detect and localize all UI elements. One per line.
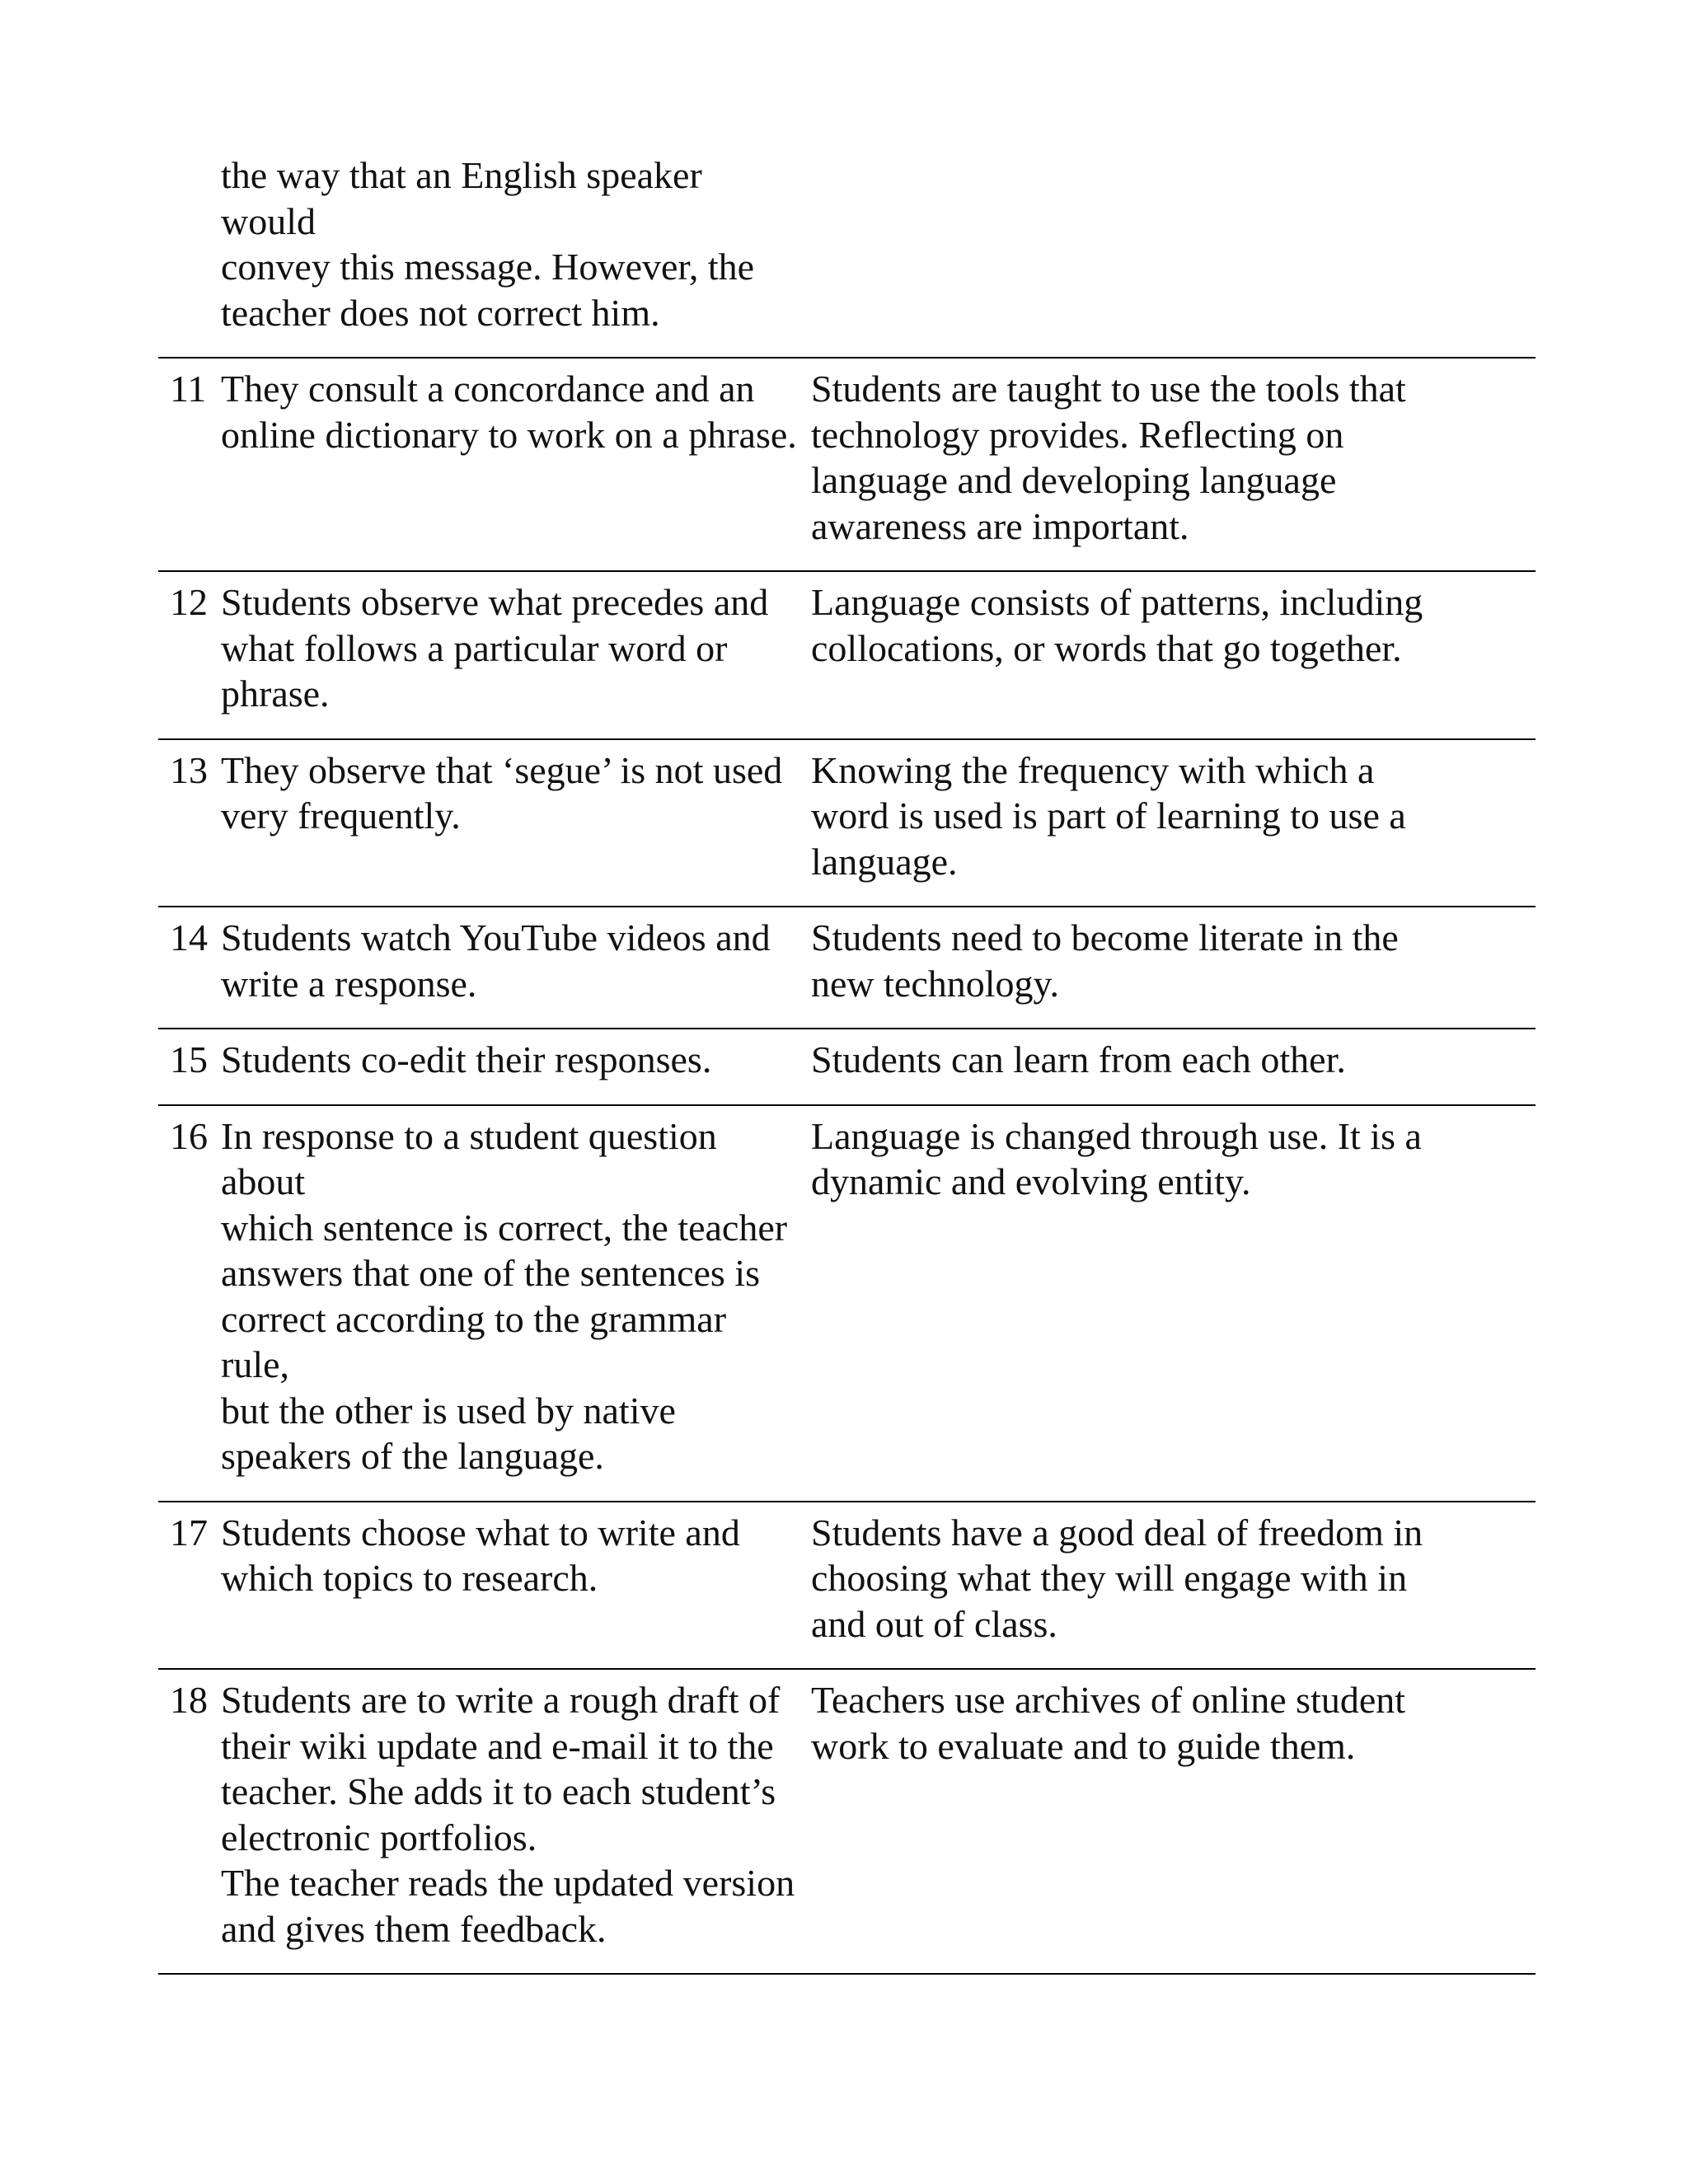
technique-cell — [158, 1510, 808, 1647]
technique-text: Students watch YouTube videos and write a response. — [221, 916, 771, 1005]
table-row — [158, 570, 1536, 738]
principle-text: Language is changed through use. It is a dynamic and evolving entity. — [811, 1114, 1422, 1202]
table-row — [158, 738, 1536, 907]
principle-cell — [808, 366, 1536, 549]
technique-text: They observe that ‘segue’ is not used very frequently. — [221, 748, 783, 837]
principles-table — [158, 152, 1536, 1975]
row-number: 11 — [170, 368, 207, 410]
technique-cell — [158, 579, 808, 717]
technique-cell — [158, 366, 808, 549]
principle-text: Students have a good deal of freedom in choosing what they will engage with in and out of class. — [811, 1511, 1423, 1645]
table-row — [158, 357, 1536, 570]
row-number: 15 — [170, 1038, 208, 1080]
table-row — [158, 1104, 1536, 1501]
principle-text: Language consists of patterns, including collocations, or words that go together. — [811, 581, 1423, 669]
principle-cell — [808, 1510, 1536, 1647]
row-number: 17 — [170, 1511, 208, 1554]
principle-text: Students can learn from each other. — [811, 1038, 1346, 1080]
principle-cell — [808, 579, 1536, 717]
technique-cell — [158, 152, 808, 335]
technique-text: In response to a student question about which sentence is correct, the teacher answers that one of the sentences is correct according to the grammar rule, but the other is used by native speakers of the language. — [221, 1114, 788, 1477]
continuation-text: the way that an English speaker would convey this message. However, the teacher does not correct him. — [221, 154, 755, 334]
table-row — [158, 1501, 1536, 1669]
table-row — [158, 1028, 1536, 1104]
principle-cell — [808, 915, 1536, 1006]
technique-text: Students are to write a rough draft of their wiki update and e-mail it to the teacher. She adds it to each student’s electronic portfolios. The teacher reads the updated version and gives them feedback. — [221, 1679, 795, 1950]
technique-text: Students choose what to write and which topics to research. — [221, 1511, 740, 1599]
table-row — [158, 1668, 1536, 1975]
technique-cell — [158, 915, 808, 1006]
principle-cell — [808, 1113, 1536, 1479]
principle-cell — [808, 1677, 1536, 1952]
principle-text: Knowing the frequency with which a word is used is part of learning to use a language. — [811, 748, 1406, 883]
row-number: 16 — [170, 1114, 208, 1157]
table-row-continuation — [158, 152, 1536, 357]
technique-text: They consult a concordance and an online dictionary to work on a phrase. — [221, 368, 797, 456]
principle-text: Students need to become literate in the new technology. — [811, 916, 1399, 1005]
row-number: 12 — [170, 581, 208, 623]
principle-text: Teachers use archives of online student work to evaluate and to guide them. — [811, 1679, 1406, 1767]
technique-cell — [158, 1113, 808, 1479]
row-number: 18 — [170, 1679, 208, 1721]
technique-cell — [158, 1037, 808, 1083]
technique-cell — [158, 748, 808, 885]
row-number: 13 — [170, 748, 208, 791]
technique-text: Students co-edit their responses. — [221, 1038, 712, 1080]
principle-cell — [808, 152, 1536, 335]
row-number: 14 — [170, 916, 208, 958]
principle-text: Students are taught to use the tools that technology provides. Reflecting on language and developing language awareness are important. — [811, 368, 1406, 547]
technique-cell — [158, 1677, 808, 1952]
principle-cell — [808, 1037, 1536, 1083]
table-row — [158, 906, 1536, 1028]
principle-cell — [808, 748, 1536, 885]
technique-text: Students observe what precedes and what follows a particular word or phrase. — [221, 581, 769, 715]
